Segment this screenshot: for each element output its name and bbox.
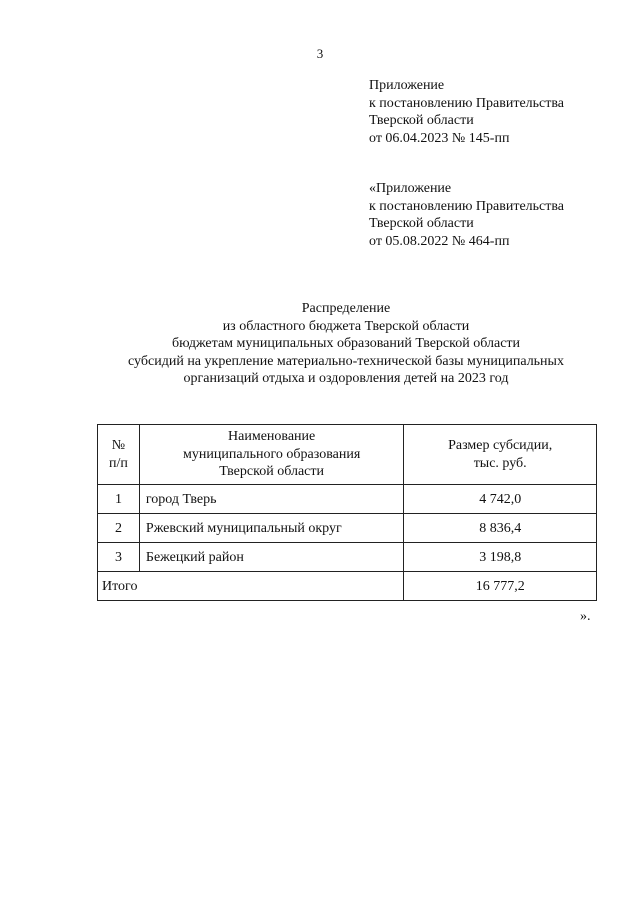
subsidy-amount: 3 198,8	[404, 543, 597, 572]
row-number: 3	[98, 543, 140, 572]
header-municipality-name: Наименование муниципального образования Тверской области	[139, 425, 403, 485]
page-number: 3	[316, 46, 324, 61]
row-number: 1	[98, 485, 140, 514]
approval-line: от 05.08.2022 № 464-пп	[369, 233, 510, 249]
title-line: организаций отдыха и оздоровления детей на 2023 год	[183, 371, 509, 386]
title-line: Распределение	[301, 301, 391, 316]
subsidy-amount: 8 836,4	[404, 514, 597, 543]
approval-line: Тверской области	[369, 216, 474, 231]
total-amount: 16 777,2	[404, 572, 597, 601]
title-line: из областного бюджета Тверской области	[222, 318, 470, 334]
header-number: № п/п	[98, 425, 140, 485]
approval-line: к постановлению Правительства	[369, 198, 565, 214]
table-row	[98, 543, 597, 572]
table-row	[98, 514, 597, 543]
document-title	[0, 300, 640, 388]
approval-line: «Приложение	[369, 181, 452, 196]
row-number: 2	[98, 514, 140, 543]
municipality-name: город Тверь	[139, 485, 403, 514]
table-total-row	[98, 572, 597, 601]
municipality-name: Ржевский муниципальный округ	[139, 514, 403, 543]
closing-quote-mark: ».	[580, 609, 591, 624]
approval-line: Приложение	[369, 78, 445, 93]
table-row	[98, 485, 597, 514]
municipality-name: Бежецкий район	[139, 543, 403, 572]
title-line: субсидий на укрепление материально-технической базы муниципальных	[128, 353, 564, 369]
title-line: бюджетам муниципальных образований Тверской области	[171, 336, 521, 351]
total-label: Итого	[98, 572, 404, 601]
header-subsidy-amount: Размер субсидии, тыс. руб.	[404, 425, 597, 485]
table-header-row	[98, 425, 597, 485]
subsidy-amount: 4 742,0	[404, 485, 597, 514]
approval-line: Тверской области	[369, 113, 474, 128]
approval-note-original	[369, 180, 564, 250]
approval-line: к постановлению Правительства	[369, 95, 565, 111]
subsidy-distribution-table	[97, 424, 597, 601]
approval-line: от 06.04.2023 № 145-пп	[369, 130, 510, 146]
approval-note-current	[369, 77, 564, 147]
